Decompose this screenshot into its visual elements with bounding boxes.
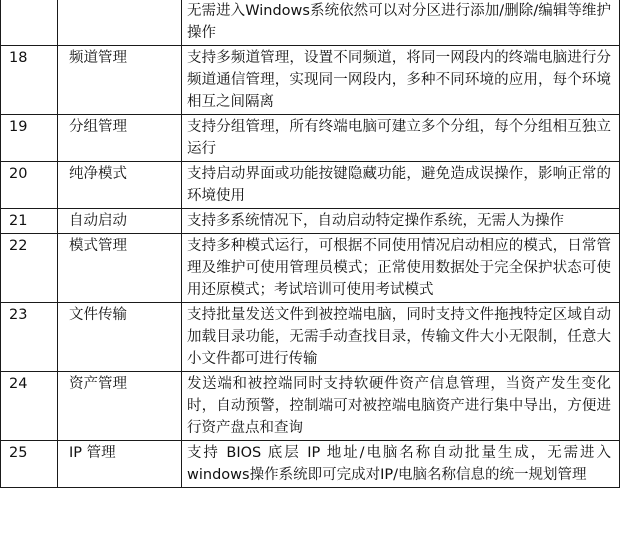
feature-name: 自动启动 — [58, 209, 182, 234]
feature-description: 支持启动界面或功能按键隐藏功能，避免造成误操作，影响正常的环境使用 — [182, 162, 620, 209]
table-row — [1, 372, 620, 441]
feature-name: 资产管理 — [58, 372, 182, 441]
row-number: 23 — [1, 303, 58, 372]
feature-name — [58, 0, 182, 46]
table-row — [1, 46, 620, 115]
table-row — [1, 115, 620, 162]
table-row — [1, 162, 620, 209]
row-number: 18 — [1, 46, 58, 115]
feature-description: 支持多系统情况下，自动启动特定操作系统，无需人为操作 — [182, 209, 620, 234]
feature-name: 纯净模式 — [58, 162, 182, 209]
feature-name: 文件传输 — [58, 303, 182, 372]
table-row — [1, 441, 620, 488]
table-row — [1, 303, 620, 372]
feature-name: 频道管理 — [58, 46, 182, 115]
feature-name: 分组管理 — [58, 115, 182, 162]
table-row — [1, 209, 620, 234]
row-number: 22 — [1, 234, 58, 303]
table-row — [1, 234, 620, 303]
feature-description: 支持批量发送文件到被控端电脑，同时支持文件拖拽特定区域自动加载目录功能，无需手动查找目录，传输文件大小无限制，任意大小文件都可进行传输 — [182, 303, 620, 372]
feature-description: 支持多种模式运行，可根据不同使用情况启动相应的模式，日常管理及维护可使用管理员模式；正常使用数据处于完全保护状态可使用还原模式；考试培训可使用考试模式 — [182, 234, 620, 303]
feature-description: 支持分组管理，所有终端电脑可建立多个分组，每个分组相互独立运行 — [182, 115, 620, 162]
feature-description: 支持 BIOS 底层 IP 地址/电脑名称自动批量生成，无需进入windows操作系统即可完成对IP/电脑名称信息的统一规划管理 — [182, 441, 620, 488]
feature-description: 发送端和被控端同时支持软硬件资产信息管理，当资产发生变化时，自动预警，控制端可对被控端电脑资产进行集中导出，方便进行资产盘点和查询 — [182, 372, 620, 441]
feature-description: 支持多频道管理，设置不同频道，将同一网段内的终端电脑进行分频道通信管理，实现同一网段内，多种不同环境的应用，每个环境相互之间隔离 — [182, 46, 620, 115]
row-number: 19 — [1, 115, 58, 162]
row-number: 24 — [1, 372, 58, 441]
feature-name: IP 管理 — [58, 441, 182, 488]
row-number — [1, 0, 58, 46]
feature-name: 模式管理 — [58, 234, 182, 303]
row-number: 25 — [1, 441, 58, 488]
row-number: 20 — [1, 162, 58, 209]
table-row — [1, 0, 620, 46]
row-number: 21 — [1, 209, 58, 234]
feature-description: 无需进入Windows系统依然可以对分区进行添加/删除/编辑等维护操作 — [182, 0, 620, 46]
